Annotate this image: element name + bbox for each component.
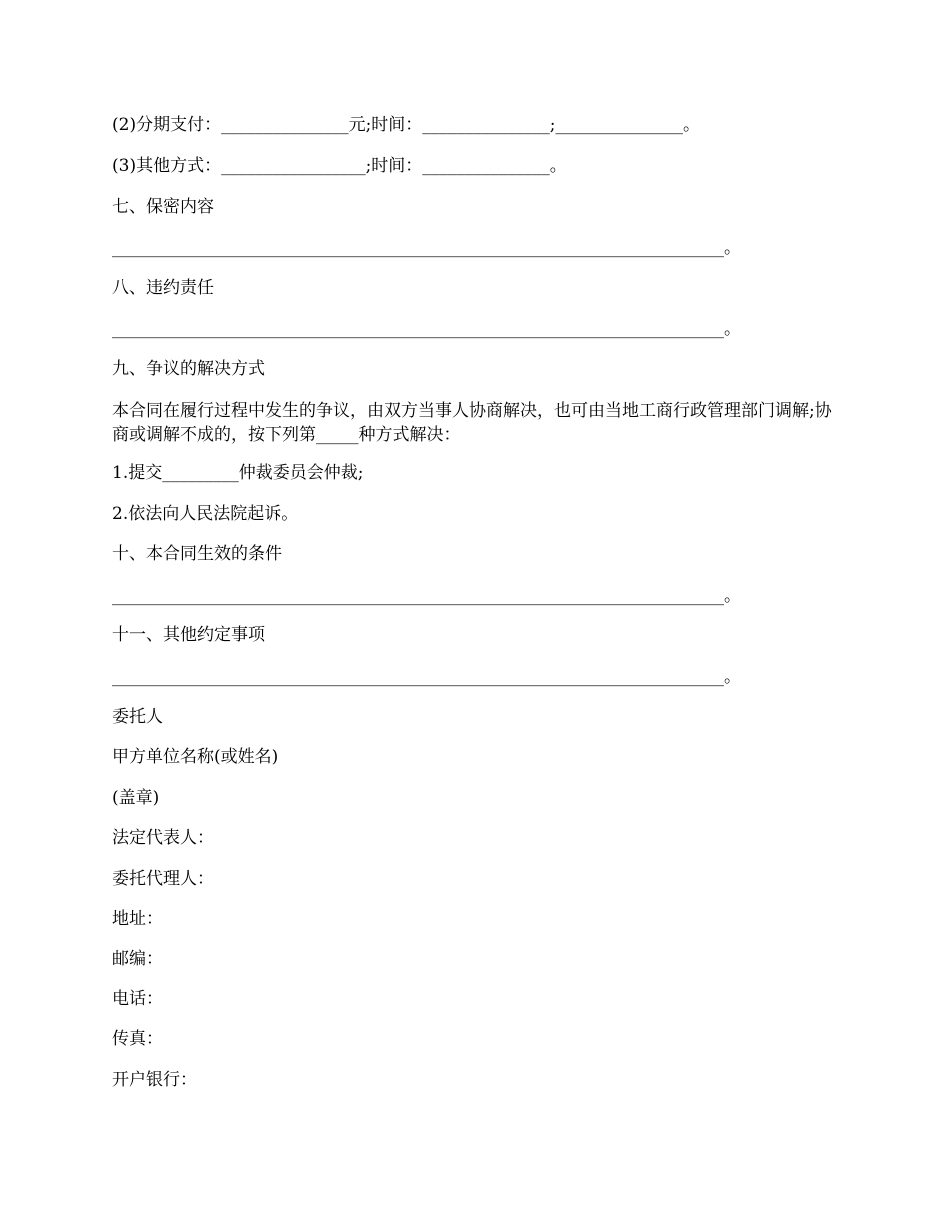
- payment-installment-line: (2)分期支付：_______________元;时间：_______________;_______________。: [112, 115, 701, 135]
- section-11-blank: ________________________________________________________________________。: [112, 667, 741, 687]
- section-9-option-1: 1.提交_________仲裁委员会仲裁;: [112, 463, 364, 483]
- payment-other-line: (3)其他方式：_________________;时间：_______________。: [112, 156, 567, 176]
- signature-fax: 传真：: [112, 1029, 163, 1049]
- signature-bank: 开户银行：: [112, 1070, 197, 1090]
- signature-address: 地址：: [112, 909, 163, 929]
- section-11-title: 十一、其他约定事项: [112, 625, 265, 645]
- section-9-body: 本合同在履行过程中发生的争议，由双方当事人协商解决，也可由当地工商行政管理部门调解;协商或调解不成的，按下列第_____种方式解决：: [112, 401, 832, 445]
- section-10-blank: ________________________________________________________________________。: [112, 586, 741, 606]
- section-9-title: 九、争议的解决方式: [112, 359, 265, 379]
- section-7-title: 七、保密内容: [112, 197, 214, 217]
- section-8-title: 八、违约责任: [112, 278, 214, 298]
- signature-seal: (盖章): [112, 788, 160, 808]
- section-7-blank: ________________________________________________________________________。: [112, 238, 741, 258]
- signature-party-a-name: 甲方单位名称(或姓名): [112, 747, 279, 767]
- signature-agent: 委托代理人：: [112, 869, 214, 889]
- signature-legal-rep: 法定代表人：: [112, 828, 214, 848]
- section-10-title: 十、本合同生效的条件: [112, 544, 282, 564]
- signature-phone: 电话：: [112, 989, 163, 1009]
- signature-principal: 委托人: [112, 707, 163, 727]
- signature-postcode: 邮编：: [112, 949, 163, 969]
- section-9-option-2: 2.依法向人民法院起诉。: [112, 504, 299, 524]
- section-8-blank: ________________________________________________________________________。: [112, 319, 741, 339]
